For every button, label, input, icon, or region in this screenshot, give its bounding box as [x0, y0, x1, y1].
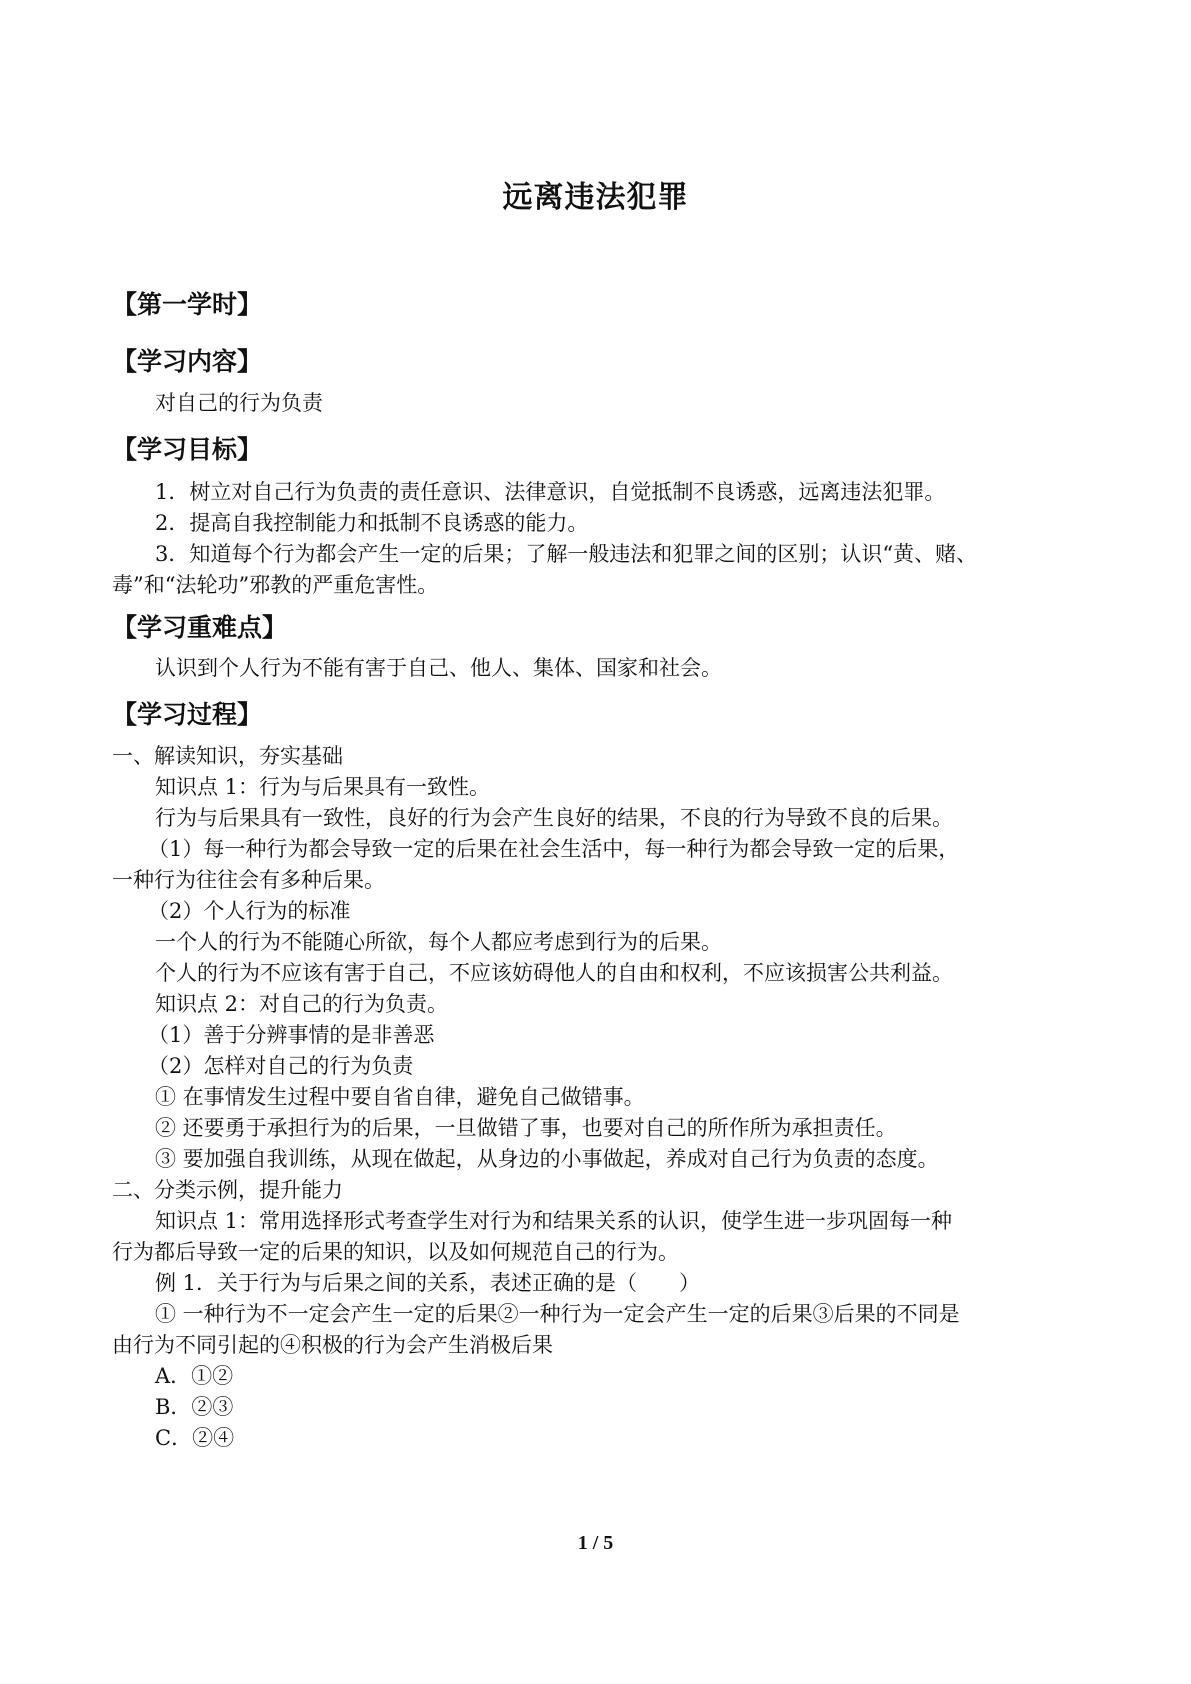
period-heading: 【第一学时】: [112, 290, 263, 319]
option-a: A．①②: [155, 1364, 234, 1388]
process-line: 知识点 1：行为与后果具有一致性。: [155, 775, 491, 799]
process-line: （1）善于分辨事情的是非善恶: [148, 1023, 435, 1047]
process-line: （2）怎样对自己的行为负责: [148, 1054, 414, 1078]
process-heading: 【学习过程】: [112, 700, 263, 729]
key-heading: 【学习重难点】: [112, 613, 288, 642]
process-line: （2）个人行为的标准: [148, 899, 351, 923]
content-text: 对自己的行为负责: [155, 391, 323, 415]
process-line: 一、解读知识，夯实基础: [112, 744, 343, 768]
process-line: （1）每一种行为都会导致一定的后果在社会生活中，每一种行为都会导致一定的后果，: [148, 837, 960, 861]
option-c: C．②④: [155, 1426, 235, 1450]
process-line: 二、分类示例，提升能力: [112, 1178, 343, 1202]
process-line: 一种行为往往会有多种后果。: [112, 868, 385, 892]
goal-item: 2．提高自我控制能力和抵制不良诱惑的能力。: [155, 511, 589, 535]
process-line: 例 1．关于行为与后果之间的关系，表述正确的是（ ）: [155, 1271, 701, 1295]
document-title: 远离违法犯罪: [502, 180, 689, 215]
process-line: 由行为不同引起的④积极的行为会产生消极后果: [112, 1333, 553, 1357]
process-line: ① 在事情发生过程中要自省自律，避免自己做错事。: [155, 1085, 645, 1109]
process-line: ① 一种行为不一定会产生一定的后果②一种行为一定会产生一定的后果③后果的不同是: [155, 1302, 960, 1326]
goal-item: 毒”和“法轮功”邪教的严重危害性。: [112, 573, 439, 597]
option-b: B．②③: [155, 1395, 234, 1419]
content-heading: 【学习内容】: [112, 347, 263, 376]
goals-heading: 【学习目标】: [112, 435, 263, 464]
process-line: 行为与后果具有一致性，良好的行为会产生良好的结果，不良的行为导致不良的后果。: [155, 806, 953, 830]
process-line: 知识点 2：对自己的行为负责。: [155, 992, 449, 1016]
goal-item: 3．知道每个行为都会产生一定的后果；了解一般违法和犯罪之间的区别；认识“黄、赌、: [155, 542, 978, 566]
goal-item: 1．树立对自己行为负责的责任意识、法律意识，自觉抵制不良诱惑，远离违法犯罪。: [155, 480, 946, 504]
process-line: 个人的行为不应该有害于自己，不应该妨碍他人的自由和权利，不应该损害公共利益。: [155, 961, 953, 985]
key-text: 认识到个人行为不能有害于自己、他人、集体、国家和社会。: [155, 656, 722, 680]
process-line: 行为都后导致一定的后果的知识，以及如何规范自己的行为。: [112, 1240, 679, 1264]
process-line: ② 还要勇于承担行为的后果，一旦做错了事，也要对自己的所作所为承担责任。: [155, 1116, 897, 1140]
process-line: 知识点 1：常用选择形式考查学生对行为和结果关系的认识，使学生进一步巩固每一种: [155, 1209, 953, 1233]
process-line: ③ 要加强自我训练，从现在做起，从身边的小事做起，养成对自己行为负责的态度。: [155, 1147, 939, 1171]
page-number: 1 / 5: [577, 1532, 614, 1554]
process-line: 一个人的行为不能随心所欲，每个人都应考虑到行为的后果。: [155, 930, 722, 954]
